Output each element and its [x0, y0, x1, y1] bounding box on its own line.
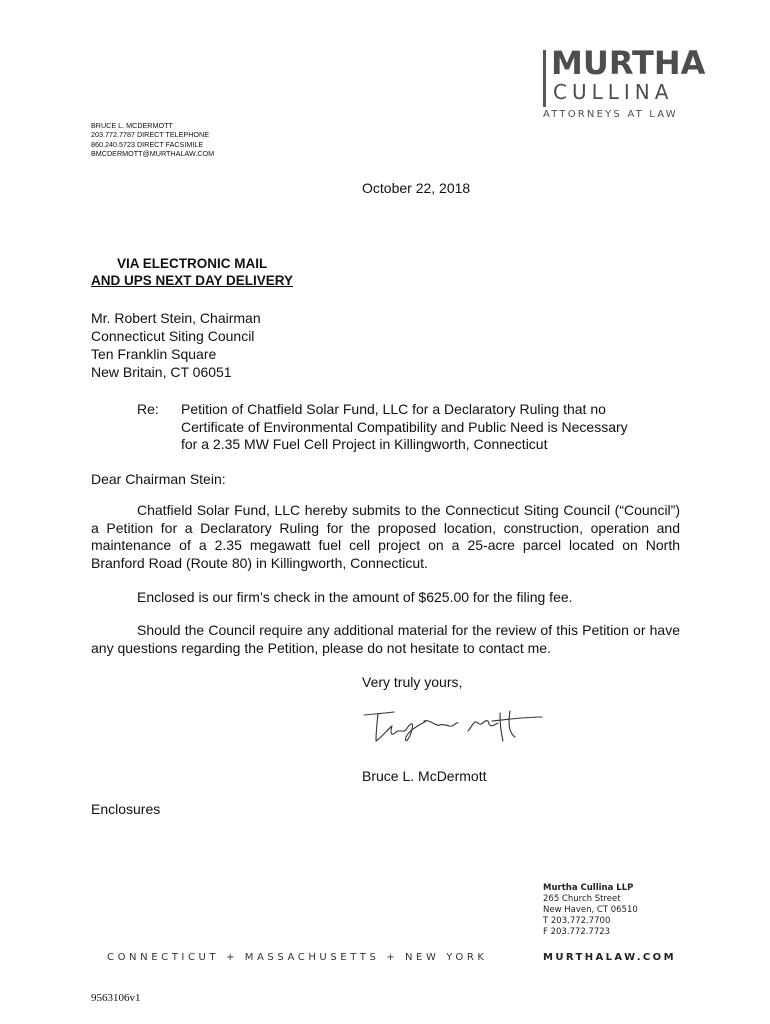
footer-states: CONNECTICUT + MASSACHUSETTS + NEW YORK	[107, 952, 488, 963]
signer-name: Bruce L. McDermott	[362, 768, 487, 784]
footer-tel: T 203.772.7700	[543, 916, 611, 926]
recipient-street: Ten Franklin Square	[91, 346, 217, 362]
re-line: for a 2.35 MW Fuel Cell Project in Killingworth, Connecticut	[181, 436, 548, 452]
footer-fax: F 203.772.7723	[543, 927, 611, 937]
re-line: Certificate of Environmental Compatibility and Public Need is Necessary	[181, 418, 628, 435]
recipient-name: Mr. Robert Stein, Chairman	[91, 310, 261, 326]
letter-date: October 22, 2018	[362, 180, 471, 196]
body-paragraph-2: Enclosed is our firm’s check in the amount of $625.00 for the filing fee.	[137, 589, 573, 605]
recipient-city: New Britain, CT 06051	[91, 364, 232, 380]
salutation: Dear Chairman Stein:	[91, 471, 226, 487]
logo-cullina: CULLINA	[553, 80, 674, 104]
logo-murtha: MURTHA	[551, 44, 706, 82]
recipient-org: Connecticut Siting Council	[91, 328, 255, 344]
sender-email: BMCDERMOTT@MURTHALAW.COM	[91, 148, 215, 158]
recipient-address	[91, 309, 261, 381]
body-paragraph-3: Should the Council require any additional material for the review of this Petition or have any questions regarding the Petition, please do not hesitate to contact me.	[91, 622, 680, 656]
closing: Very truly yours,	[362, 674, 463, 690]
logo-bar	[543, 50, 546, 107]
logo-tagline: ATTORNEYS AT LAW	[543, 109, 678, 120]
re-label: Re:	[137, 401, 159, 417]
re-subject	[181, 401, 681, 454]
footer-city: New Haven, CT 06510	[543, 905, 638, 915]
body-paragraph-1: Chatfield Solar Fund, LLC hereby submits to the Connecticut Siting Council (“Council”) a Petition for a Declaratory Ruling for the proposed location, construction, operation and maintenance of a 2.35 megawatt fuel cell project on a 25-acre parcel located on North Branford Road (Route 80) in Killingworth, Connecticut.	[91, 502, 680, 571]
delivery-method-1: VIA ELECTRONIC MAIL	[117, 256, 268, 271]
sender-name: BRUCE L. MCDERMOTT	[91, 121, 173, 130]
footer-website[interactable]: MURTHALAW.COM	[543, 952, 676, 963]
sender-block	[91, 121, 214, 158]
footer-address	[543, 883, 638, 938]
sender-phone: 203.772.7787 DIRECT TELEPHONE	[91, 130, 209, 140]
delivery-method-2: AND UPS NEXT DAY DELIVERY	[91, 273, 294, 288]
signature	[360, 699, 550, 751]
document-id: 9563106v1	[91, 992, 141, 1004]
footer-street: 265 Church Street	[543, 894, 621, 904]
sender-fax: 860.240.5723 DIRECT FACSIMILE	[91, 139, 204, 149]
footer-firm: Murtha Cullina LLP	[543, 883, 634, 893]
enclosures-note: Enclosures	[91, 801, 161, 817]
re-line: Petition of Chatfield Solar Fund, LLC for a Declaratory Ruling that no	[181, 401, 606, 417]
